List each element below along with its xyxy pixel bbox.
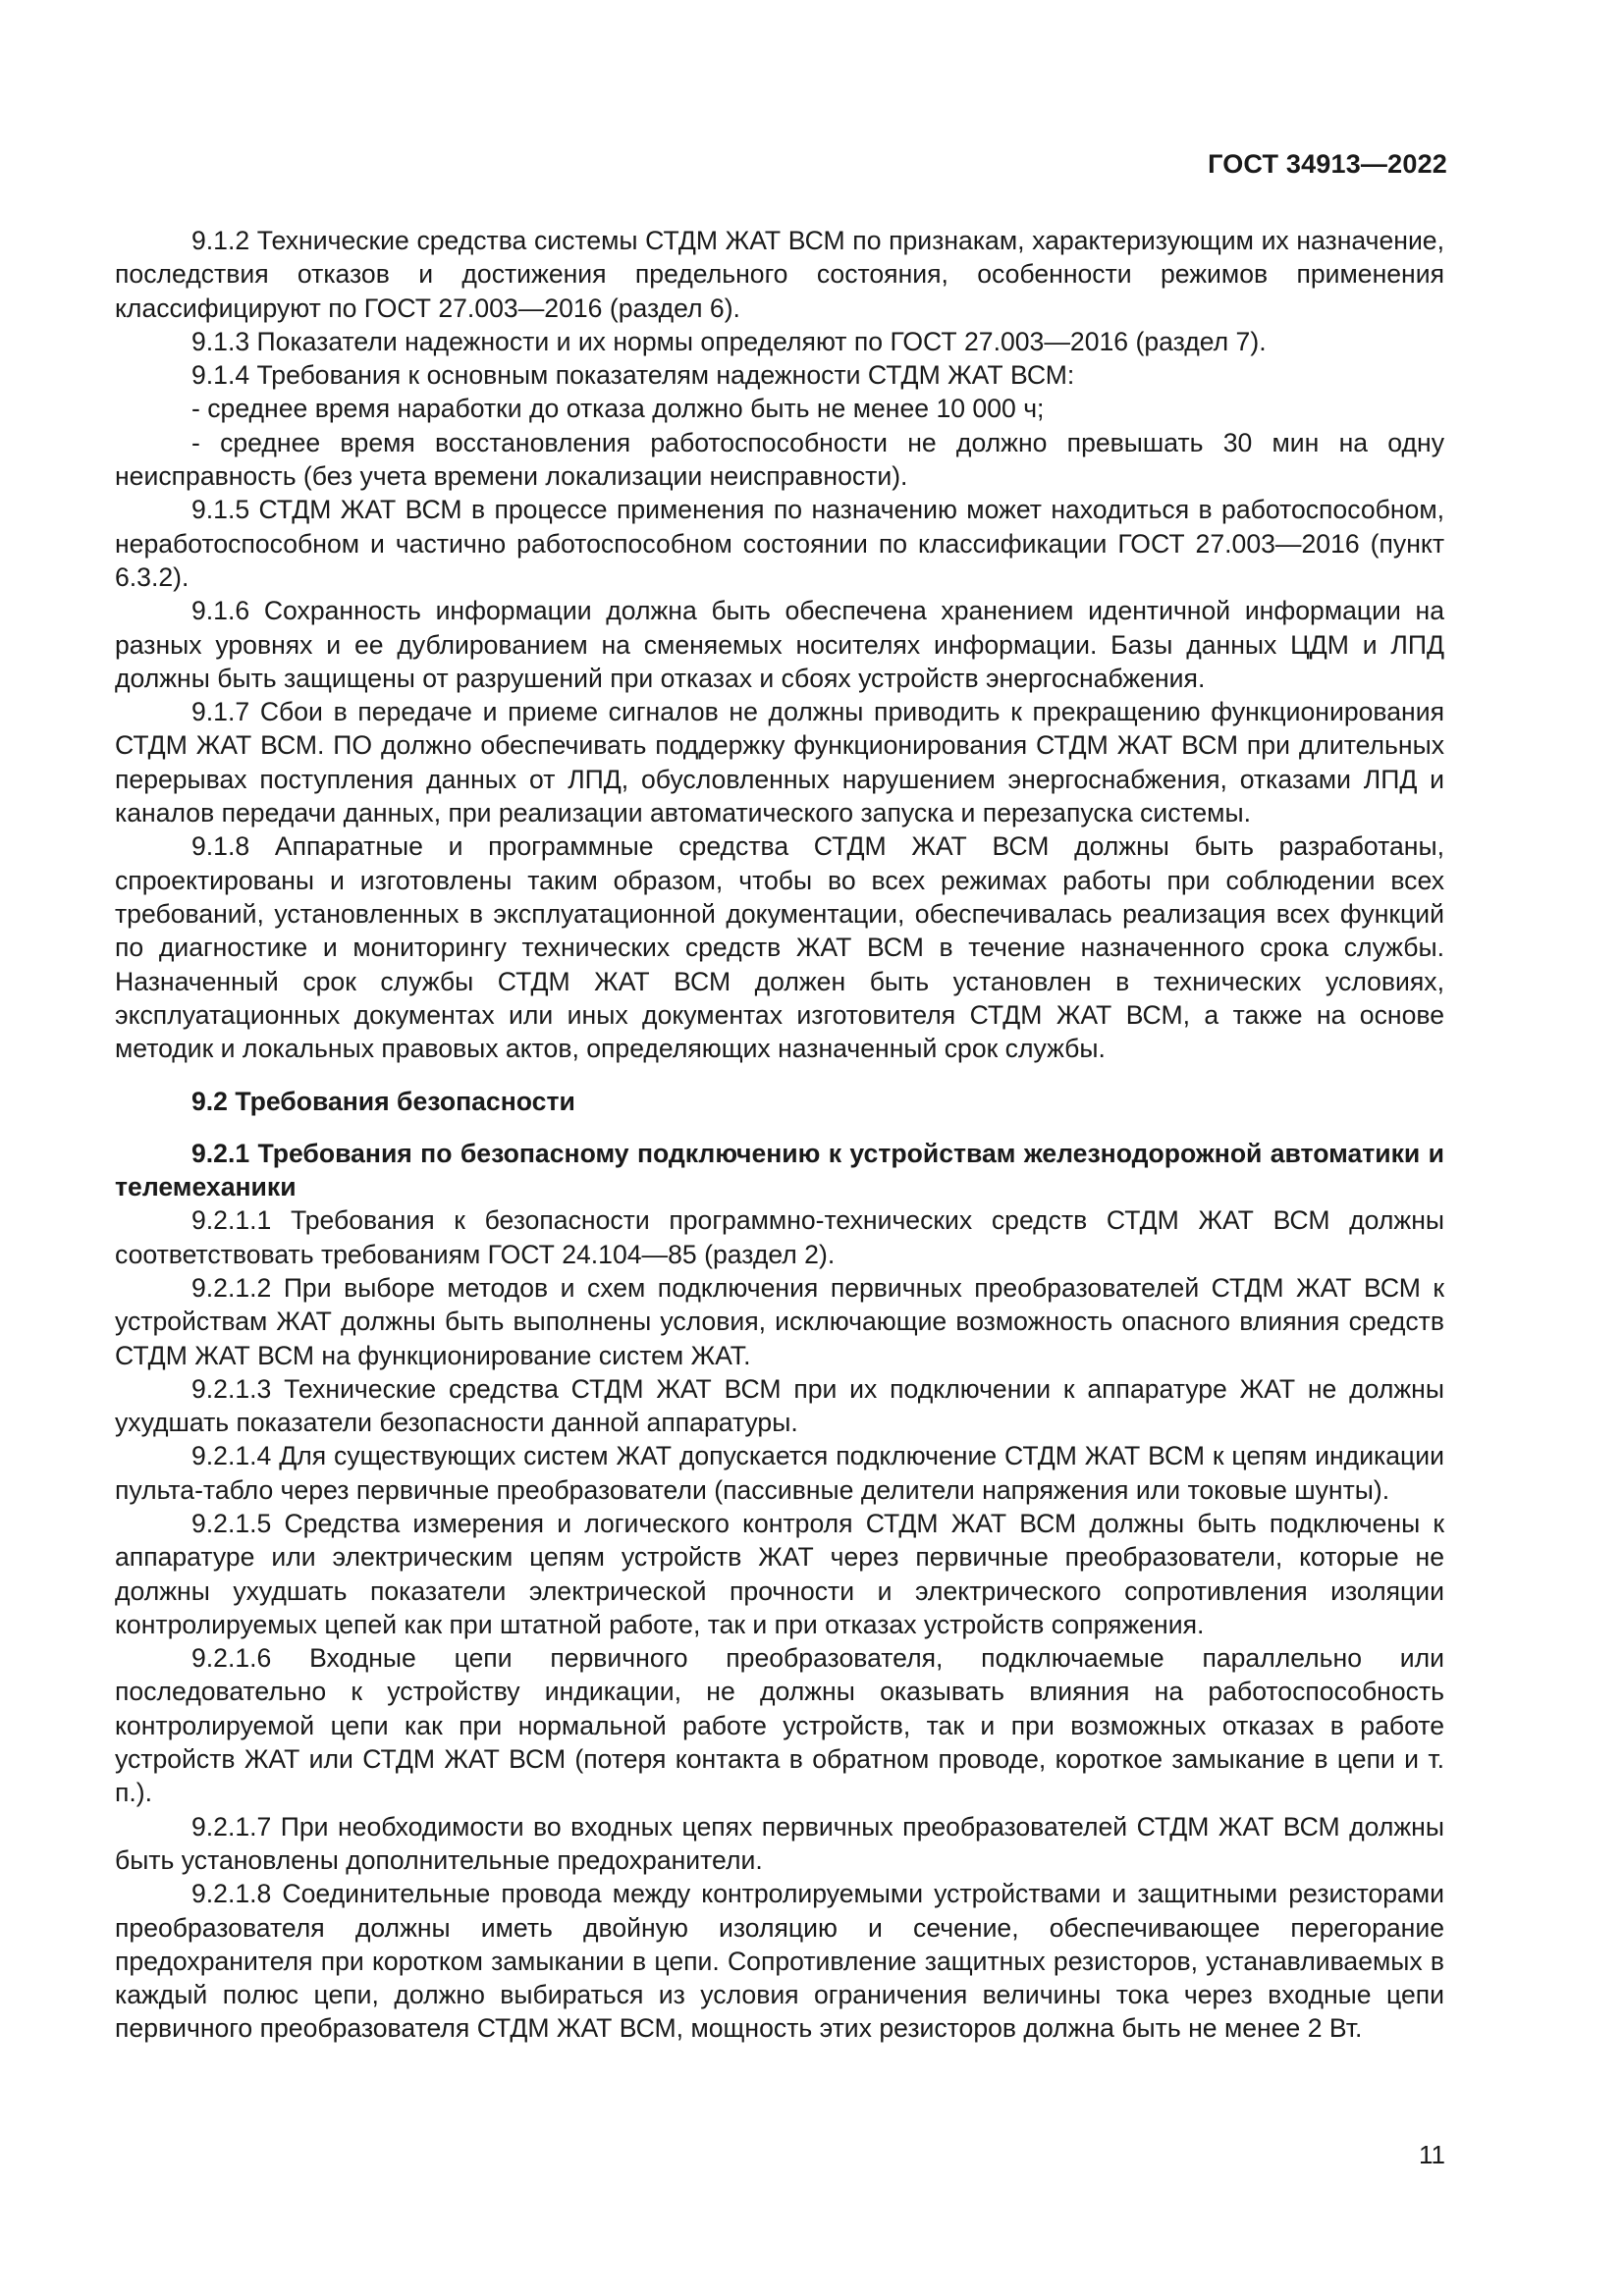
document-header-id: ГОСТ 34913—2022: [1208, 149, 1447, 179]
page-number: 11: [1419, 2140, 1445, 2169]
section-heading-9-2: 9.2 Требования безопасности: [191, 1087, 575, 1117]
document-body: [115, 224, 1444, 2046]
paragraph-9-2-1-2: 9.2.1.2 При выборе методов и схем подключения первичных преобразователей СТДМ ЖАТ ВСМ к устройствам ЖАТ должны быть выполнены условия, исключающие возможность опасного влияния средств СТДМ ЖАТ ВСМ на функционирование систем ЖАТ.: [115, 1272, 1444, 1370]
subsection-heading-9-2-1: 9.2.1 Требования по безопасному подключению к устройствам железнодорожной автоматики и телемеханики: [115, 1138, 1444, 1202]
paragraph-9-1-6: 9.1.6 Сохранность информации должна быть обеспечена хранением идентичной информации на разных уровнях и ее дублированием на сменяемых носителях информации. Базы данных ЦДМ и ЛПД должны быть защищены от разрушений при отказах и сбоях устройств энергоснабжения.: [115, 596, 1444, 693]
paragraph-9-2-1-6: 9.2.1.6 Входные цепи первичного преобразователя, подключаемые параллельно или последовательно к устройству индикации, не должны оказывать влияния на работоспособность контролируемой цепи как при нормальной работе устройств, так и при возможных отказах в работе устройств ЖАТ или СТДМ ЖАТ ВСМ (потеря контакта в обратном проводе, короткое замыкание в цепи и т. п.).: [115, 1643, 1444, 1808]
paragraph-9-2-1-5: 9.2.1.5 Средства измерения и логического контроля СТДМ ЖАТ ВСМ должны быть подключены к аппаратуре или электрическим цепям устройств ЖАТ через первичные преобразователи, которые не должны ухудшать показатели электрической прочности и электрического сопротивления изоляции контролируемых цепей как при штатной работе, так и при отказах устройств сопряжения.: [115, 1508, 1444, 1639]
paragraph-9-1-5: 9.1.5 СТДМ ЖАТ ВСМ в процессе применения по назначению может находиться в работоспособном, неработоспособном и частично работоспособном состоянии по классификации ГОСТ 27.003—2016 (пункт 6.3.2).: [115, 495, 1444, 592]
list-item-mttr: - среднее время восстановления работоспособности не должно превышать 30 мин на одну неисправность (без учета времени локализации неисправности).: [115, 427, 1444, 492]
paragraph-9-2-1-1: 9.2.1.1 Требования к безопасности программно-технических средств СТДМ ЖАТ ВСМ должны соответствовать требованиям ГОСТ 24.104—85 (раздел 2).: [115, 1205, 1444, 1269]
paragraph-9-2-1-8: 9.2.1.8 Соединительные провода между контролируемыми устройствами и защитными резисторами преобразователя должны иметь двойную изоляцию и сечение, обеспечивающее перегорание предохранителя при коротком замыкании в цепи. Сопротивление защитных резисторов, устанавливаемых в каждый полюс цепи, должно выбираться из условия ограничения величины тока через входные цепи первичного преобразователя СТДМ ЖАТ ВСМ, мощность этих резисторов должна быть не менее 2 Вт.: [115, 1879, 1444, 2044]
paragraph-9-1-8: 9.1.8 Аппаратные и программные средства СТДМ ЖАТ ВСМ должны быть разработаны, спроектированы и изготовлены таким образом, чтобы во всех режимах работы при соблюдении всех требований, установленных в эксплуатационной документации, обеспечивалась реализация всех функций по диагностике и мониторингу технических средств ЖАТ ВСМ в течение назначенного срока службы. Назначенный срок службы СТДМ ЖАТ ВСМ должен быть установлен в технических условиях, эксплуатационных документах или иных документах изготовителя СТДМ ЖАТ ВСМ, а также на основе методик и локальных правовых актов, определяющих назначенный срок службы.: [115, 831, 1444, 1064]
paragraph-9-1-7: 9.1.7 Сбои в передаче и приеме сигналов не должны приводить к прекращению функционирования СТДМ ЖАТ ВСМ. ПО должно обеспечивать поддержку функционирования СТДМ ЖАТ ВСМ при длительных перерывах поступления данных от ЛПД, обусловленных нарушением энергоснабжения, отказами ЛПД и каналов передачи данных, при реализации автоматического запуска и перезапуска системы.: [115, 697, 1444, 828]
paragraph-9-1-3: 9.1.3 Показатели надежности и их нормы определяют по ГОСТ 27.003—2016 (раздел 7).: [191, 326, 1267, 356]
paragraph-9-2-1-4: 9.2.1.4 Для существующих систем ЖАТ допускается подключение СТДМ ЖАТ ВСМ к цепям индикации пульта-табло через первичные преобразователи (пассивные делители напряжения или токовые шунты).: [115, 1441, 1444, 1505]
paragraph-9-2-1-3: 9.2.1.3 Технические средства СТДМ ЖАТ ВСМ при их подключении к аппаратуре ЖАТ не должны ухудшать показатели безопасности данной аппаратуры.: [115, 1373, 1444, 1438]
paragraph-9-1-2: 9.1.2 Технические средства системы СТДМ ЖАТ ВСМ по признакам, характеризующим их назначение, последствия отказов и достижения предельного состояния, особенности режимов применения классифицируют по ГОСТ 27.003—2016 (раздел 6).: [115, 226, 1444, 323]
paragraph-9-1-4: 9.1.4 Требования к основным показателям надежности СТДМ ЖАТ ВСМ:: [191, 360, 1075, 391]
paragraph-9-2-1-7: 9.2.1.7 При необходимости во входных цепях первичных преобразователей СТДМ ЖАТ ВСМ должны быть установлены дополнительные предохранители.: [115, 1811, 1444, 1875]
list-item-mtbf: - среднее время наработки до отказа должно быть не менее 10 000 ч;: [191, 394, 1045, 424]
